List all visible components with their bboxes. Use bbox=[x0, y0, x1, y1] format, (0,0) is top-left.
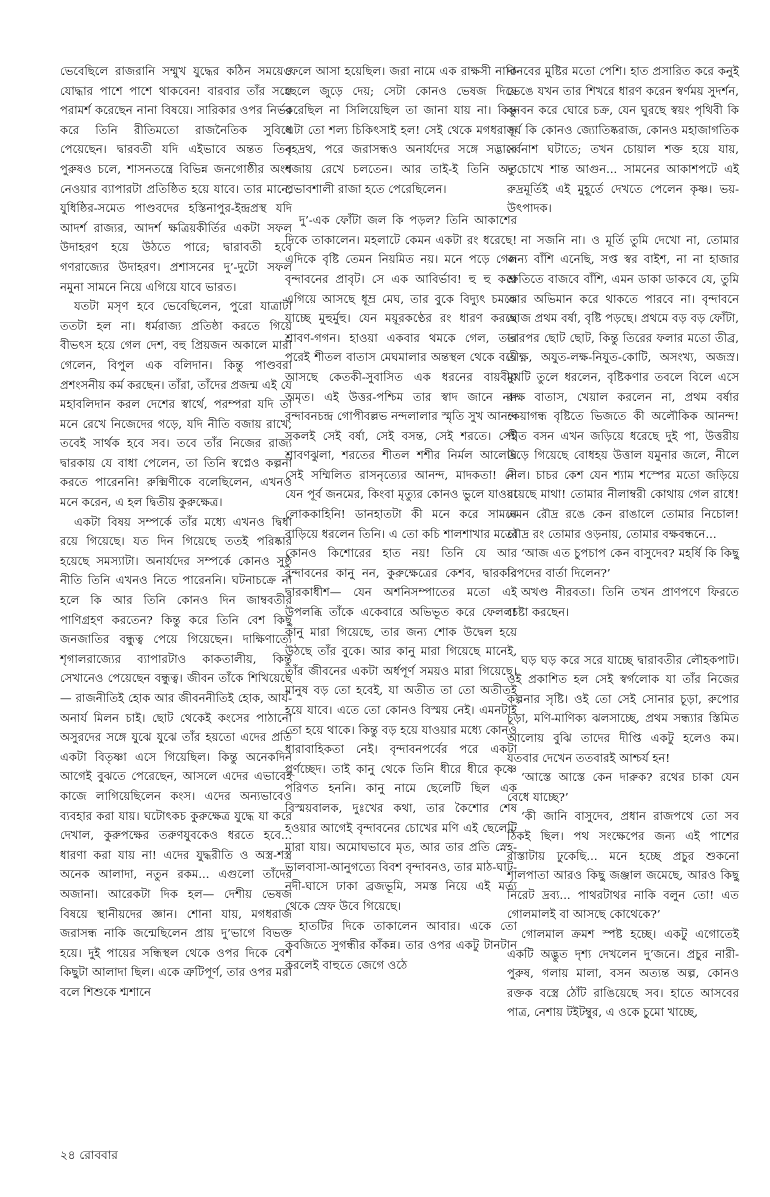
dialogue-line: ‘কী জানি বাসুদেব, প্রধান রাজপথে তো সব ঠিকই ছিল। পথ সংক্ষেপের জন্য এই পাশের রাস্তাটায় ঢুকেছি... মনে হচ্ছে প্রচুর শুকনো শালপাতা আরও কিছু জঞ্জাল জমেছে, আরও কিছু নিরেট দ্রব্য... পাথরটাথর নাকি বলুন তো! এত গোলমালই বা আসছে কোথেকে?’ bbox=[507, 809, 739, 922]
dialogue-line: ‘আস্তে আস্তে কেন দারুক? রথের চাকা যেন বেধে যাচ্ছে?’ bbox=[507, 770, 739, 804]
paragraph: হাতটির দিকে তাকালেন আবার। একে তো কবজিতে সুগন্ধীর কাঁকন্ন। তার ওপর একটু টানটান করলেই বাহুতে জেগে ওঠে bbox=[285, 918, 517, 972]
paragraph: ফেলে আসা হয়েছিল। জরা নামে এক রাক্ষসী নাকি ছেলে জুড়ে দেয়; সেটা কোনও ভেষজ দিয়ে করেছিল না সিলিয়েছিল তা জানা যায় না। কিন্তু এটা তো শল্য চিকিৎসাই হল! সেই থেকে মগধরাজ বৃহদ্রথ, পরে জরাসন্ধও অনার্যদের সঙ্গে সদ্ভাবে বজায় রেখে চলতেন। আর তাই-ই তিনি অত প্রভাবশালী রাজা হতে পেরেছিলেন। bbox=[285, 64, 517, 196]
text-column-middle bbox=[285, 62, 517, 975]
paragraph: যতটা মসৃণ হবে ভেবেছিলেন, পুরো যাত্রাটা ততটা হল না। ধর্মরাজ্য প্রতিষ্ঠা করতে গিয়ে বীভৎস হয়ে গেল দেশ, বহু প্রিয়জন অকালে মারা গেলেন, বিপুল এক বলিদান। কিন্তু পাণ্ডবরা প্রশংসনীয় কর্ম করছেন। তাঁরা, তাঁদের প্রজন্ম এই যে মহাবলিদান করল দেশের স্বার্থে, পরম্পরা যদি তা মনে রেখে নিজেদের গড়ে, যদি নীতি বজায় রাখে, তবেই সার্থক হবে সব। তবে তাঁর নিজের রাজ্য দ্বারকায় যে বাধা পেলেন, তা তিনি স্বপ্নেও কল্পনা করতে পারেননি! রুক্মিণীকে বলেছিলেন, এখনও মনে করেন, এ হল দ্বিতীয় কুরুক্ষেত্র। bbox=[60, 299, 292, 510]
paragraph: দানবের মুষ্টির মতো পেশি। হাত প্রসারিত করে কনুই ভেঙে যখন তার শিখরে ধারণ করেন স্বর্ণময় সুদর্শন, বনবন করে ঘোরে চক্র, যেন ঘুরছে স্বয়ং পৃথিবী কি সূর্য কি কোনও জ্যোতিষ্করাজ, কোনও মহাজাগতিক সর্বনাশ ঘটাতে; তখন চোয়াল শক্ত হয়ে যায়, দু’চোখে শান্ত আগুন... সামনের আকাশপটে এই রুদ্রমূর্তিই এই মুহূর্তে দেখতে পেলেন কৃষ্ণ। ভয়-উৎপাদক। bbox=[507, 64, 739, 216]
paragraph: দু’-এক ফোঁটা জল কি পড়ল? তিনি আকাশের দিকে তাকালেন। মহলাটে কেমন একটা রং ধরেছে! এদিকে বৃষ্টি তেমন নিয়মিত নয়। মনে পড়ে গেল বৃন্দাবনের প্রাবৃট। সে এক আবির্ভাব! হু হু করে এগিয়ে আসছে ধূম্র মেঘ, তার বুকে বিদ্যুৎ চমকে যাচ্ছে মুহুর্মুহু। যেন ময়ূরকণ্ঠের রং ধারণ করছে শ্রাবণ-গগন। হাওয়া একবার থমকে গেল, তার পরেই শীতল বাতাস মেঘমালার অন্তস্থল থেকে বয়ে আসছে কেতকী-সুবাসিত এক ধরনের বায়বীয় অমৃত। এই উত্তর-পশ্চিম তার স্বাদ জানে না। বৃন্দাবনচন্দ্র গোপীবল্লভ নন্দলালার স্মৃতি সুখ আনন্দ সকলই সেই বর্ষা, সেই বসন্ত, সেই শরতে। সেই শ্রাবণঝুলা, শরতের শীতল শশীর নির্মল আলোয় সেই সম্মিলিত রাসনৃত্যের আনন্দ, মাদকতা! সে যেন পূর্ব জনমের, কিংবা মৃত্যুর কোনও ভুলে যাওয়া লোককাহিনি! ডানহাতটা কী মনে করে সামনে বাড়িয়ে ধরলেন তিনি। এ তো কচি শালশাখার মতো কোনও কিশোরের হাত নয়! তিনি যে আর বৃন্দাবনের কানু নন, কুরুক্ষেত্রের কেশব, দ্বারকার দ্বারকাধীশ— যেন অশনিসম্পাতের মতো এই উপলব্ধি তাঁকে একেবারে অভিভূত করে ফেলল! কানু মারা গিয়েছে, তার জন্য শোক উদ্বেল হয়ে উঠছে তাঁর বুকে। আর কানু মারা গিয়েছে মানেই, তাঁর জীবনের একটা অর্ধপূর্ণ সময়ও মারা গিয়েছে। মানুষ বড় তো হবেই, যা অতীত তা তো অতীতই হয়ে যাবে। এতে তো কোনও বিস্ময় নেই। এমনটাই তো হয়ে থাকে। কিন্তু বড় হয়ে যাওয়ার মধ্যে কোনও ধারাবাহিকতা নেই। বৃন্দাবনপর্বের পরে একটা পূর্ণচ্ছেদ। তাই কানু থেকে তিনি ধীরে ধীরে কৃষ্ণে পরিণত হননি। কানু নামে ছেলেটি ছিল এক বিস্ময়বালক, দুঃখের কথা, তার কৈশোর শেষ হওয়ার আগেই বৃন্দাবনের চোখের মণি এই ছেলেটি মারা যায়। অমোঘভাবে মৃত, আর তার প্রতি স্নেহ-ভালবাসা-আনুগত্যে বিবশ বৃন্দাবনও, তার মাঠ-ঘাট-নদী-ঘাসে ঢাকা ব্রজভূমি, সমস্ত নিয়ে এই মর্ত্য থেকে স্রেফ উবে গিয়েছে। bbox=[285, 213, 517, 913]
dialogue-line: ‘আজ এত চুপচাপ কেন বাসুদেব? মহর্ষি কি কিছু বিপদের বার্তা দিলেন?’ bbox=[507, 546, 739, 580]
paragraph: ঘড় ঘড় করে সরে যাচ্ছে দ্বারাবতীর লৌহকপাট। ওই প্রকাশিত হল সেই স্বর্গলোক যা তাঁর নিজের কল্পনার সৃষ্টি। ওই তো সেই সোনার চূড়া, রুপোর চূড়া, মণি-মাণিক্য ঝলসাচ্ছে, প্রথম সন্ধ্যার স্তিমিত আলোয় বুঝি তাদের দীপ্তি একটু হলেও কম। যতবার দেখেন ততবারই আশ্চর্য হন! bbox=[507, 652, 739, 765]
page-footer bbox=[60, 1147, 118, 1167]
paragraph-gap bbox=[507, 219, 739, 231]
magazine-name: রোববার bbox=[79, 1148, 118, 1162]
paragraph: ভেবেছিলে রাজরানি সম্মুখ যুদ্ধের কঠিন সময়েও যোদ্ধার পাশে পাশে থাকবেন! বারবার তাঁর সঙ্গে পরামর্শ করেছেন নানা বিষয়ে। সারিকার ওপর নির্ভর করে তিনি রীতিমতো রাজনৈতিক সুবিধে পেয়েছেন। দ্বারবতী যদি এইভাবে অন্তত তিন পুরুষও চলে, শাসনতন্ত্রে বিভিন্ন জনগোষ্ঠীর অংশ নেওয়ার ব্যাপারটা প্রতিষ্ঠিত হয়ে যাবে। তার মানে, যুধিষ্ঠির-সমেত পাণ্ডবদের হস্তিনাপুর-ইন্দ্রপ্রস্থ যদি আদর্শ রাজ্যর, আদর্শ ক্ষত্রিয়কীর্তির একটা সফল উদাহরণ হয়ে উঠতে পারে; দ্বারাবতী হবে গণরাজ্যের উদাহরণ। প্রশাসনের দু’-দুটো সফল নমুনা সামনে নিয়ে এগিয়ে যাবে ভারত। bbox=[60, 64, 292, 294]
paragraph: না সজনি না। ও মূর্তি তুমি দেখো না, তোমার জন্য বাঁশি এনেছি, সপ্ত স্বর বাইশ, না না হাজার শ্রুতিতে বাজবে বাঁশি, এমন ডাকা ডাকবে যে, তুমি আর অভিমান করে থাকতে পারবে না। বৃন্দাবনে আজ প্রথম বর্ষা, বৃষ্টি পড়ছে। প্রথমে বড় বড় ফোঁটা, তারপর ছোট ছোট, কিন্তু তিরের ফলার মতো তীব্র, তীক্ষ্ণ, অযুত-লক্ষ-নিযুত-কোটি, অসংখ্য, অজস্র। মুখটি তুলে ধরলেন, বৃষ্টিকণার তবলে বিলে এসে রুক্ষ বাতাস, খেয়াল করলেন না, প্রথম বর্ষার কেয়াগন্ধ বৃষ্টিতে ভিজতে কী অলৌকিক আনন্দ! পীত বসন এখন জড়িয়ে ধরেছে দুই পা, উত্তরীয় উড়ে গিয়েছে বোধহয় উত্তাল যমুনার জলে, নীলে নীল। চাচর কেশ যেন শ্যাম শস্পের মতো জড়িয়ে রয়েছে মাথা! তোমার নীলাম্বরী কোথায় গেল রাধে! এমন রৌদ্র রঙে কেন রাঙালে তোমার নিচোল! রৌদ্র রং তোমার ওড়নায়, তোমার বক্ষবন্ধনে... bbox=[507, 232, 739, 541]
text-column-left bbox=[60, 62, 292, 1003]
text-column-right bbox=[507, 62, 739, 1023]
paragraph: গোলমাল ক্রমশ স্পষ্ট হচ্ছে। একটু এগোতেই একটি অদ্ভুত দৃশ্য দেখলেন দু’জনে। প্রচুর নারী-পুরুষ, গলায় মালা, বসন অত্যন্ত অল্প, কোনও রক্তক বস্ত্রে ঠোঁট রাঙিয়েছে সব। হাতে আসবের পাত্র, নেশায় টইটম্বুর, এ ওকে চুমো খাচ্ছে, bbox=[507, 926, 739, 1020]
paragraph: একটা বিষয় সম্পর্কে তাঁর মধ্যে এখনও দ্বিধা রয়ে গিয়েছে। যত দিন গিয়েছে ততই পরিষ্কার হয়েছে সমস্যাটা। অনার্যদের সম্পর্কে কোনও সুষ্ঠু নীতি তিনি এখনও নিতে পারেননি। ঘটনাচক্রে না হলে কি আর তিনি কোনও দিন জাম্ববতীর পাণিগ্রহণ করতেন? কিন্তু করে তিনি বেশ কিছু জনজাতির বন্ধুত্ব পেয়ে গিয়েছেন। দাক্ষিণাত্যে শৃগালরাজ্যের ব্যাপারটাও কাকতালীয়, কিন্তু সেখানেও পেয়েছেন বন্ধুত্ব। জীবন তাঁকে শিখিয়েছে— রাজনীতিই হোক আর জীবননীতিই হোক, আর্য-অনার্য মিলন চাই। ছোট থেকেই কংসের পাঠানো অসুরদের সঙ্গে যুঝে যুঝে তাঁর হয়তো এদের প্রতি একটা বিতৃষ্ণা এসে গিয়েছিল। কিন্তু অনেকদিন আগেই বুঝতে পেরেছেন, আসলে এদের এভাবেই কাজে লাগিয়েছিলেন কংস। এদের অন্যভাবেও ব্যবহার করা যায়। ঘটোৎকচ কুরুক্ষেত্র যুদ্ধে যা করে দেখাল, কুরুপক্ষের তরুণযুবকেও ধরতে হবে... ধারণা করা যায় না! এদের যুদ্ধরীতি ও অস্ত্র-শস্ত্র অনেক আলাদা, নতুন রকম... এগুলো তাঁদের অজানা। আরেকটা দিক হল— দেশীয় ভেষজ বিষয়ে স্থানীয়দের জ্ঞান। শোনা যায়, মগধরাজ জরাসন্ধ নাকি জন্মেছিলেন প্রায় দু’ভাগে বিভক্ত হয়ে। দুই পায়ের সন্ধিস্থল থেকে ওপর দিকে বেশ কিছুটা আলাদা ছিল। একে ত্রুটিপূর্ণ, তার ওপর মরা বলে শিশুকে শ্মশানে bbox=[60, 514, 292, 999]
section-break bbox=[507, 623, 739, 651]
page-number: ২৪ bbox=[60, 1148, 76, 1162]
paragraph: অখণ্ড নীরবতা। তিনি তখন প্রাণপণে ফিরতে চেষ্টা করছেন। bbox=[507, 585, 739, 620]
paragraph-gap bbox=[285, 199, 517, 211]
